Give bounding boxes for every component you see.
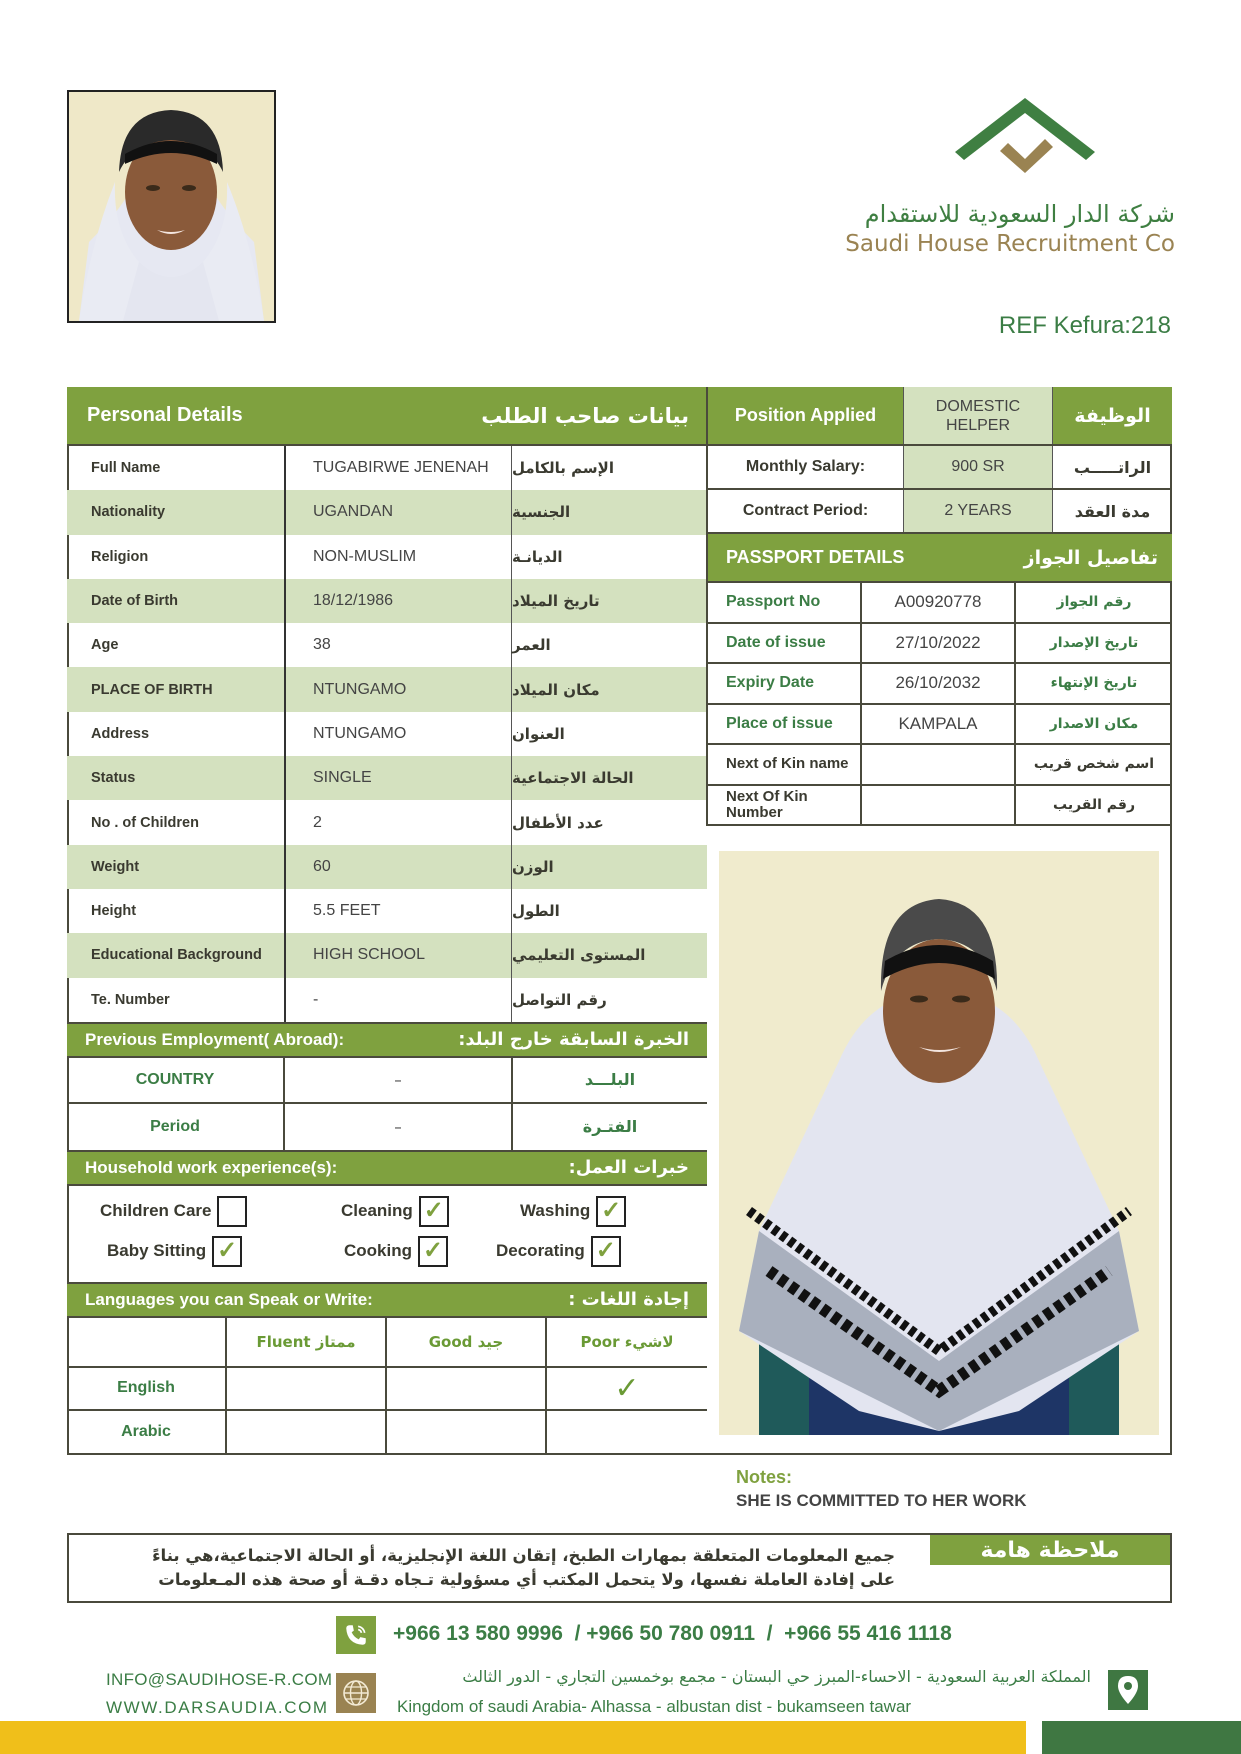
skill-baby-sitting (107, 1236, 242, 1267)
table-row (67, 623, 707, 667)
field-label-ar: اسم شخص قريب (1033, 756, 1155, 773)
checkbox[interactable] (419, 1196, 449, 1227)
company-logo (955, 96, 1095, 186)
fluent-cell[interactable] (227, 1368, 387, 1409)
field-label-ar: العنوان (512, 724, 565, 743)
personal-details-header (67, 387, 707, 446)
household-title-en: Household work experience(s): (85, 1157, 338, 1177)
position-and-passport (706, 387, 1172, 826)
notes-label: Notes: (736, 1467, 793, 1487)
checkbox[interactable] (596, 1196, 626, 1227)
languages-header (67, 1282, 707, 1318)
table-row (67, 978, 707, 1022)
important-note-line: جميع المعلومات المتعلقة بمهارات الطبخ، إتقان اللغة الإنجليزية، أو الحالة الاجتماعية،هي بناءً (152, 1546, 895, 1565)
table-row (708, 624, 1172, 665)
field-value: - (286, 978, 512, 1022)
field-value: 60 (286, 845, 512, 889)
field-label-ar: الفتـرة (582, 1117, 638, 1137)
field-label-ar: الجنسية (512, 503, 571, 522)
checkbox[interactable] (591, 1236, 621, 1267)
field-label: Full Name (67, 446, 286, 490)
good-cell[interactable] (387, 1411, 547, 1454)
languages-level-header (67, 1318, 707, 1368)
applicant-photo-full (719, 851, 1159, 1435)
field-value (862, 745, 1016, 784)
level-poor: Poor لاشيء (580, 1332, 674, 1351)
skill-label: Washing (520, 1201, 591, 1221)
field-value (862, 786, 1016, 825)
personal-details-table (67, 387, 707, 1454)
household-title-ar: خبرات العمل: (568, 1157, 689, 1179)
field-label-ar: تاريخ الميلاد (512, 592, 600, 611)
table-row (708, 664, 1172, 705)
personal-details-title-ar: بيانات صاحب الطلب (481, 403, 689, 428)
skill-label: Decorating (496, 1241, 585, 1261)
position-label: Position Applied (708, 387, 904, 444)
field-value: NTUNGAMO (286, 667, 512, 711)
field-label: Religion (67, 535, 286, 579)
field-label: Place of issue (708, 705, 862, 744)
website-link[interactable]: WWW.DARSAUDIA.COM (106, 1698, 329, 1717)
salary-value: 900 SR (904, 446, 1053, 488)
table-row (708, 705, 1172, 746)
empty-header-cell (67, 1318, 227, 1366)
table-row (67, 667, 707, 711)
table-row (67, 800, 707, 844)
notes-text: SHE IS COMMITTED TO HER WORK (736, 1491, 1027, 1510)
table-row (67, 845, 707, 889)
phone-icon (336, 1616, 376, 1654)
check-mark-icon: ✓ (601, 1197, 622, 1225)
field-label: Age (67, 623, 286, 667)
field-label: Te. Number (67, 978, 286, 1022)
contract-value: 2 YEARS (904, 490, 1053, 532)
field-label-ar: الإسم بالكامل (512, 459, 614, 478)
field-label-ar: تاريخ الإنتهاء (1050, 675, 1138, 692)
languages-title-en: Languages you can Speak or Write: (85, 1289, 373, 1309)
important-note-title: ملاحظة هامة (930, 1535, 1170, 1565)
skill-decorating (496, 1236, 621, 1267)
language-name: English (67, 1368, 227, 1409)
field-label: Date of issue (708, 624, 862, 663)
skill-washing (520, 1196, 626, 1227)
table-row (708, 745, 1172, 786)
good-cell[interactable] (387, 1368, 547, 1409)
table-row (67, 1104, 707, 1150)
field-value: 5.5 FEET (286, 889, 512, 933)
field-label-ar: الطول (512, 902, 560, 921)
check-mark-icon: ✓ (217, 1237, 238, 1265)
check-mark-icon: ✓ (422, 1237, 444, 1265)
passport-header (708, 534, 1172, 583)
address-arabic: المملكة العربية السعودية - الاحساء-المبرز حي البستان - مجمع بوخمسين التجاري - الدور الثالث (462, 1667, 1091, 1686)
skill-label: Cleaning (341, 1201, 413, 1221)
field-label: PLACE OF BIRTH (67, 667, 286, 711)
table-row (67, 756, 707, 800)
checkbox[interactable] (217, 1196, 247, 1227)
table-row (67, 446, 707, 490)
table-row (67, 933, 707, 977)
field-label: Next of Kin name (708, 745, 862, 784)
field-label-ar: العمر (512, 636, 551, 655)
check-mark-icon: ✓ (595, 1237, 616, 1265)
language-row (67, 1411, 707, 1454)
skill-label: Cooking (344, 1241, 412, 1261)
portrait-illustration (69, 92, 274, 321)
portrait-illustration (719, 851, 1159, 1435)
email-link[interactable]: INFO@SAUDIHOSE-R.COM (106, 1670, 333, 1689)
phone-numbers: +966 13 580 9996 / +966 50 780 0911 / +966 55 416 1118 (393, 1622, 952, 1645)
check-mark-icon: ✓ (423, 1197, 444, 1225)
poor-cell[interactable] (547, 1368, 707, 1409)
field-value: – (285, 1058, 513, 1102)
field-value: 2 (286, 800, 512, 844)
contract-label: Contract Period: (708, 490, 904, 532)
previous-employment-header (67, 1022, 707, 1058)
field-label: Next Of Kin Number (708, 786, 862, 825)
level-good: Good جيد (387, 1318, 547, 1366)
field-label: Expiry Date (708, 664, 862, 703)
field-value: 38 (286, 623, 512, 667)
field-label-ar: الحالة الاجتماعية (512, 769, 634, 788)
table-row (67, 535, 707, 579)
field-label: Nationality (67, 490, 286, 534)
field-value: NON-MUSLIM (286, 535, 512, 579)
position-label-ar: الوظيفة (1053, 387, 1172, 444)
poor-cell[interactable] (547, 1411, 707, 1454)
check-mark-icon: ✓ (614, 1370, 640, 1406)
field-value: SINGLE (286, 756, 512, 800)
skill-label: Baby Sitting (107, 1241, 207, 1261)
table-row (708, 786, 1172, 827)
previous-employment-title-ar: الخبرة السابقة خارج البلد: (458, 1029, 689, 1051)
field-value: HIGH SCHOOL (286, 933, 512, 977)
field-label: COUNTRY (67, 1058, 285, 1102)
globe-icon (336, 1673, 376, 1713)
applicant-photo-small (67, 90, 276, 323)
field-value: – (285, 1104, 513, 1150)
important-note-text (152, 1544, 895, 1592)
checkbox[interactable] (212, 1236, 242, 1267)
table-row (67, 490, 707, 534)
field-value: A00920778 (862, 583, 1016, 622)
table-row (67, 712, 707, 756)
field-label: Status (67, 756, 286, 800)
skill-cleaning (341, 1196, 449, 1227)
field-value: UGANDAN (286, 490, 512, 534)
footer-bar-yellow (0, 1721, 1026, 1754)
field-value: 27/10/2022 (862, 624, 1016, 663)
checkbox[interactable] (418, 1236, 448, 1267)
household-experience-header (67, 1150, 707, 1186)
passport-title-en: PASSPORT DETAILS (726, 547, 905, 567)
company-name-arabic: شركة الدار السعودية للاستقدام (864, 200, 1175, 228)
skill-cooking (344, 1236, 448, 1267)
field-label-ar: البلـــد (584, 1070, 636, 1090)
skill-children-care (100, 1196, 247, 1227)
field-label: Height (67, 889, 286, 933)
field-label: Educational Background (67, 933, 286, 977)
field-label-ar: رقم الجواز (1056, 594, 1132, 611)
fluent-cell[interactable] (227, 1411, 387, 1454)
position-value: DOMESTIC HELPER (904, 387, 1053, 444)
previous-employment-title-en: Previous Employment( Abroad): (85, 1029, 345, 1049)
field-label: Date of Birth (67, 579, 286, 623)
household-checklist (67, 1186, 707, 1282)
personal-details-title-en: Personal Details (87, 404, 243, 426)
field-label-ar: تاريخ الإصدار (1049, 634, 1139, 651)
passport-title-ar: تفاصيل الجواز (1023, 546, 1158, 569)
salary-label-ar: الراتـــــب (1073, 457, 1152, 477)
field-value: 18/12/1986 (286, 579, 512, 623)
field-label: Weight (67, 845, 286, 889)
field-value: KAMPALA (862, 705, 1016, 744)
level-fluent: Fluent ممتاز (227, 1318, 387, 1366)
field-label: Period (67, 1104, 285, 1150)
contract-row (708, 490, 1172, 534)
location-pin-icon (1108, 1670, 1148, 1710)
table-row (67, 1058, 707, 1104)
field-value: NTUNGAMO (286, 712, 512, 756)
field-label-ar: المستوى التعليمي (512, 946, 646, 965)
field-label-ar: مكان الاصدار (1049, 715, 1139, 732)
field-value: 26/10/2032 (862, 664, 1016, 703)
table-row (67, 579, 707, 623)
field-label-ar: عدد الأطفال (512, 813, 604, 832)
contract-label-ar: مدة العقد (1074, 501, 1151, 521)
salary-row (708, 446, 1172, 490)
skill-label: Children Care (100, 1201, 212, 1221)
important-note (67, 1533, 1172, 1603)
position-row (708, 387, 1172, 446)
language-row (67, 1368, 707, 1411)
languages-title-ar: إجادة اللغات : (568, 1289, 689, 1311)
field-label-ar: رقم القريب (1053, 796, 1135, 813)
field-label: Address (67, 712, 286, 756)
table-row (708, 583, 1172, 624)
language-name: Arabic (67, 1411, 227, 1454)
important-note-line: على إفادة العاملة نفسها، ولا يتحمل المكتب أي مسؤولية تـجاه دقـة أو صحة هذه المـعلومات (158, 1570, 895, 1589)
field-label-ar: الوزن (512, 857, 554, 876)
field-label-ar: الديانـة (512, 547, 563, 566)
table-row (67, 889, 707, 933)
field-label: Passport No (708, 583, 862, 622)
field-value: TUGABIRWE JENENAH (286, 446, 512, 490)
footer-bar-green (1042, 1721, 1241, 1754)
field-label-ar: رقم التواصل (512, 990, 607, 1009)
field-label: No . of Children (67, 800, 286, 844)
address-english: Kingdom of saudi Arabia- Alhassa - albustan dist - bukamseen tawar (397, 1697, 912, 1716)
reference-number: REF Kefura:218 (998, 312, 1171, 339)
salary-label: Monthly Salary: (708, 446, 904, 488)
company-name-english: Saudi House Recruitment Co (845, 231, 1175, 257)
field-label-ar: مكان الميلاد (512, 680, 600, 699)
